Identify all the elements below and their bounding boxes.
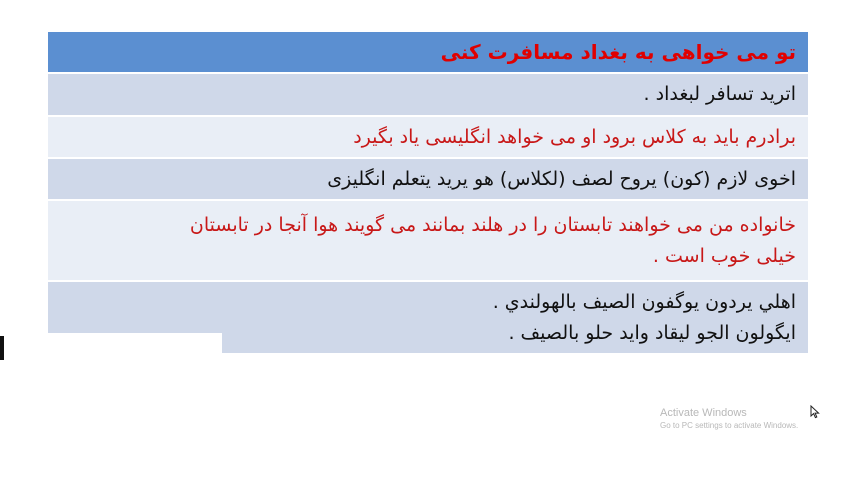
row-text: خیلی خوب است .: [652, 244, 796, 267]
row-text: خانواده من می خواهند تابستان را در هلند بمانند می گویند هوا آنجا در تابستان: [189, 213, 796, 236]
row-text: برادرم باید به کلاس برود او می خواهد انگلیسی یاد بگیرد: [353, 125, 796, 148]
watermark-subtitle: Go to PC settings to activate Windows.: [660, 421, 799, 430]
table-row: [48, 74, 808, 117]
table-row: [48, 201, 808, 282]
table-notch: [48, 333, 222, 361]
activation-watermark: [660, 407, 798, 430]
row-text: اخوی لازم (کون) یروح لصف (لکلاس) هو یرید یتعلم انگلیزی: [327, 167, 796, 190]
watermark-title: Activate Windows: [660, 407, 747, 419]
header-text: تو می خواهی به بغداد مسافرت کنی: [440, 39, 796, 64]
phrase-table: [48, 32, 808, 355]
mouse-cursor-icon: [810, 405, 820, 419]
table-header: [48, 32, 808, 74]
row-text: ايگولون الجو ليقاد وايد حلو بالصيف .: [508, 321, 796, 344]
row-text: اهلي يردون يوگفون الصيف بالهولندي .: [492, 290, 796, 313]
table-row: [48, 117, 808, 159]
row-text: اترید تسافر لبغداد .: [643, 83, 796, 105]
left-edge-mark: [0, 336, 4, 360]
table-row: [48, 159, 808, 201]
